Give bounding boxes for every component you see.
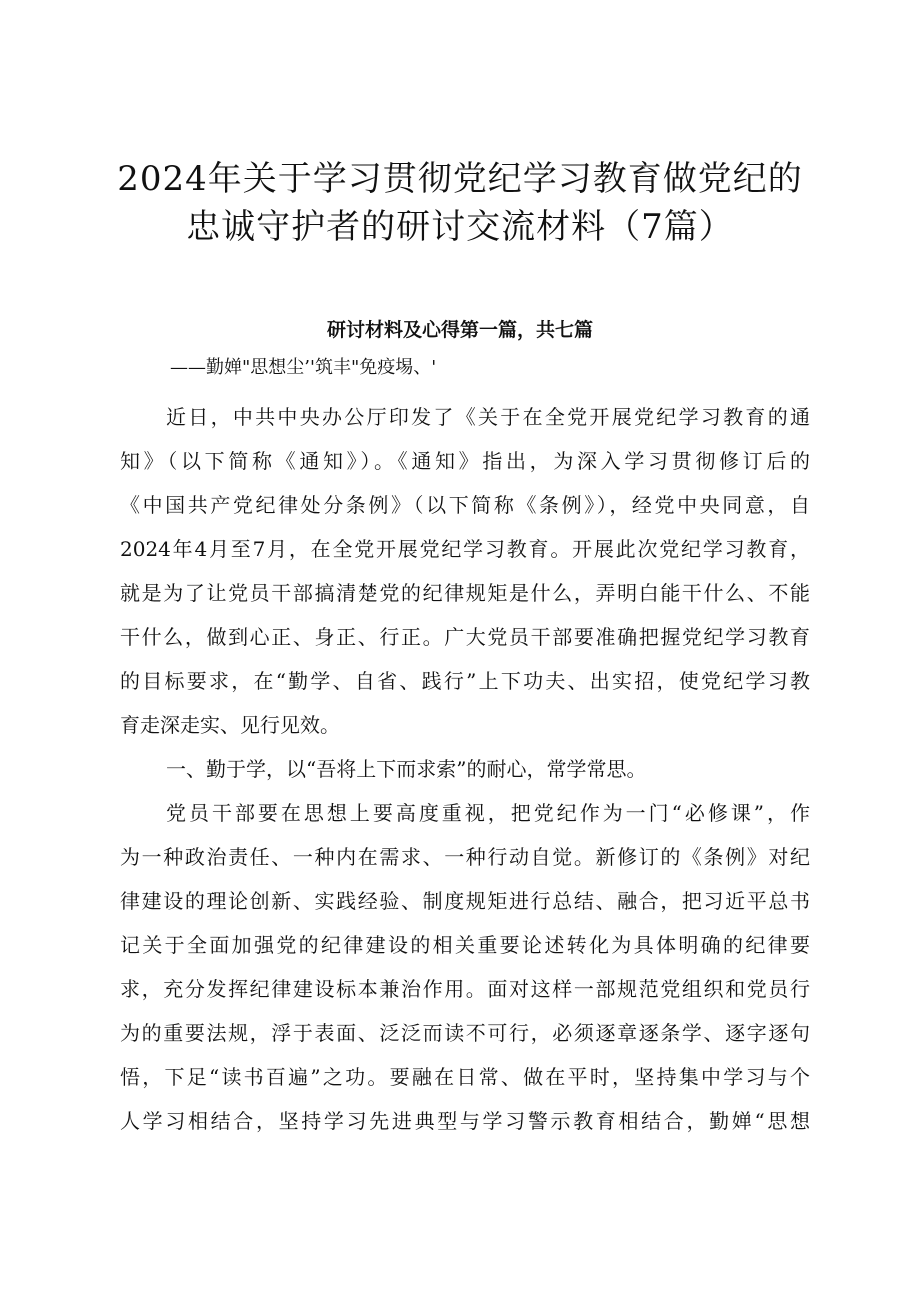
- title-line: 2024年关于学习贯彻党纪学习教育做党纪的: [117, 159, 803, 199]
- text-line: 的目标要求，在“勤学、自省、践行”上下功夫、出实招，使党纪学习教: [120, 669, 810, 693]
- text-line: 知》（以下简称《通知》）。《通知》指出，为深入学习贯彻修订后的: [120, 449, 810, 473]
- text-line: 人学习相结合，坚持学习先进典型与学习警示教育相结合，勤婵“思想: [120, 1109, 810, 1133]
- document-title: [80, 155, 840, 251]
- title-line: 忠诚守护者的研讨交流材料（7篇）: [186, 207, 734, 247]
- section-heading: [120, 747, 810, 791]
- text-line: 为的重要法规，浮于表面、泛泛而读不可行，必须逐章逐条学、逐字逐句: [120, 1021, 810, 1045]
- text-line: 记关于全面加强党的纪律建设的相关重要论述转化为具体明确的纪律要: [120, 933, 810, 957]
- document-body: [120, 395, 810, 1143]
- text-line: 近日，中共中央办公厅印发了《关于在全党开展党纪学习教育的通: [166, 405, 810, 429]
- paragraph: [120, 791, 810, 1143]
- text-line: 悟，下足“读书百遍”之功。要融在日常、做在平时，坚持集中学习与个: [120, 1065, 810, 1089]
- text-line: 就是为了让党员干部搞清楚党的纪律规矩是什么，弄明白能干什么、不能: [120, 581, 810, 605]
- paragraph: [120, 395, 810, 747]
- epigraph: ——勤婵"思想尘’'筑丰"免疫埸、': [170, 357, 437, 378]
- text-line: 一、勤于学，以“吾将上下而求索”的耐心，常学常思。: [166, 757, 647, 781]
- text-line: 2024年4月至7月，在全党开展党纪学习教育。开展此次党纪学习教育，: [120, 537, 810, 561]
- text-line: 党员干部要在思想上要高度重视，把党纪作为一门“必修课”，作: [166, 801, 810, 825]
- text-line: 《中国共产党纪律处分条例》（以下简称《条例》），经党中央同意，自: [120, 493, 810, 517]
- text-line: 干什么，做到心正、身正、行正。广大党员干部要准确把握党纪学习教育: [120, 625, 810, 649]
- text-line: 育走深走实、见行见效。: [120, 713, 340, 737]
- section-subtitle: 研讨材料及心得第一篇，共七篇: [326, 319, 593, 341]
- text-line: 求，充分发挥纪律建设标本兼治作用。面对这样一部规范党组织和党员行: [120, 977, 810, 1001]
- text-line: 为一种政治责任、一种内在需求、一种行动自觉。新修订的《条例》对纪: [120, 845, 810, 869]
- text-line: 律建设的理论创新、实践经验、制度规矩进行总结、融合，把习近平总书: [120, 889, 810, 913]
